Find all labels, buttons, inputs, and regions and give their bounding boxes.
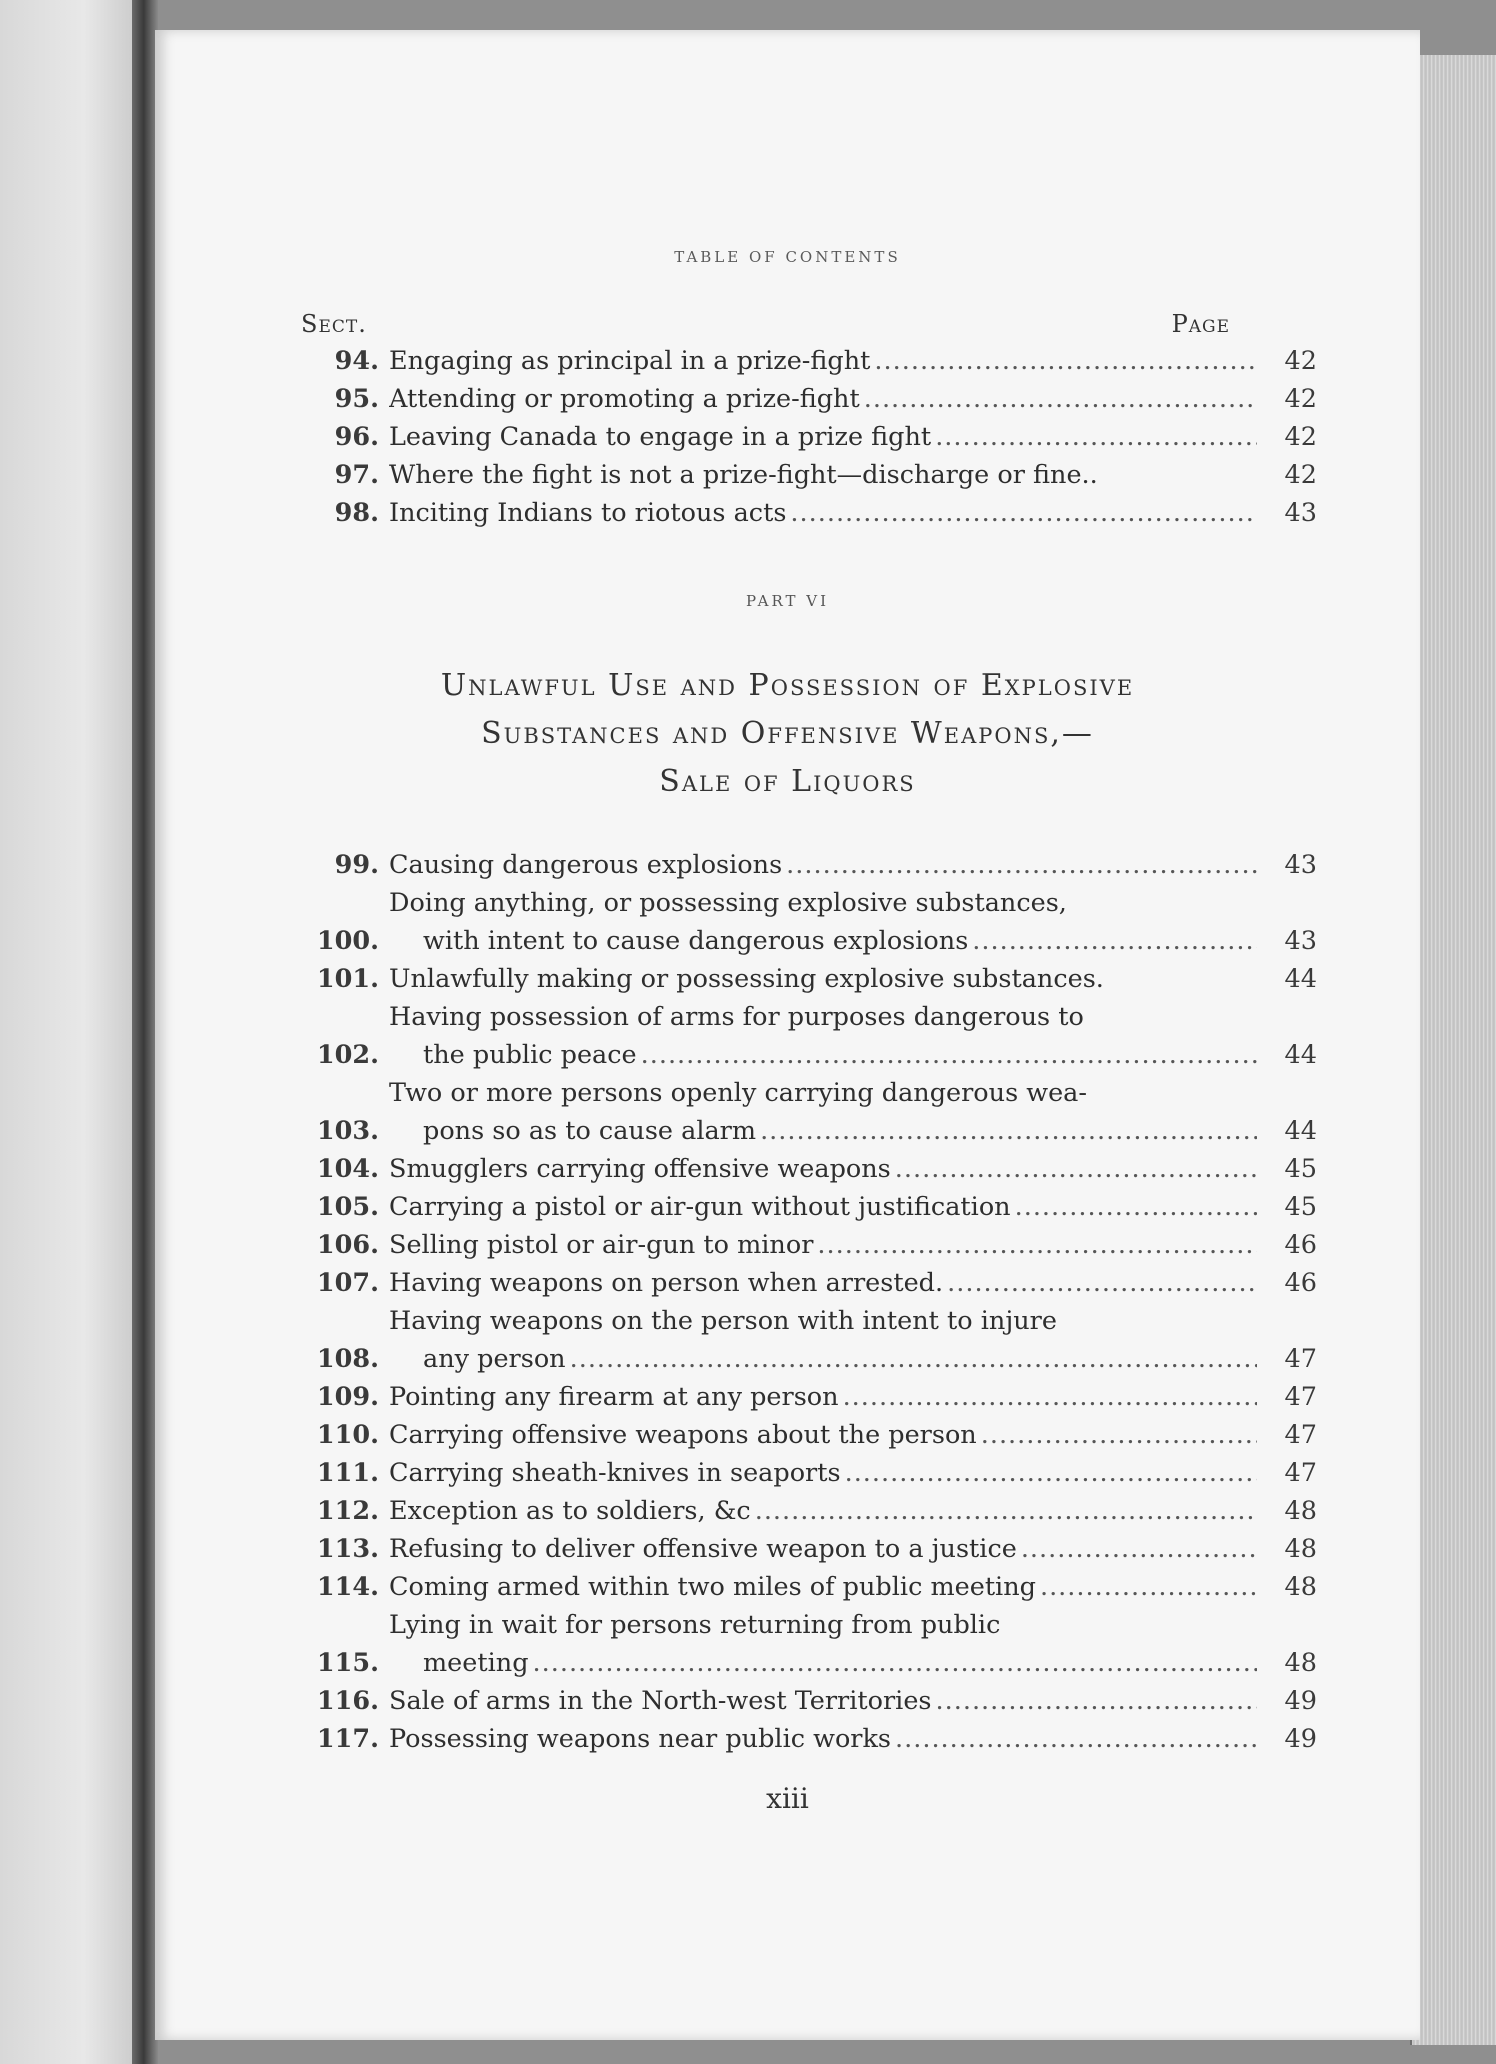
entry-title: Smugglers carrying offensive weapons <box>389 1154 891 1184</box>
entry-title: Carrying a pistol or air-gun without justification <box>389 1192 1011 1222</box>
page-number: 43 <box>1284 926 1317 956</box>
part-title-line: Unlawful Use and Possession of Explosive <box>440 668 1135 703</box>
entry-title: Leaving Canada to engage in a prize fight <box>389 422 932 452</box>
section-number: 95. <box>334 384 379 414</box>
section-column-header: Sect. <box>301 310 367 338</box>
leader-dots <box>756 1112 1257 1150</box>
section-number: 106. <box>316 1230 379 1260</box>
entry-title: any person <box>423 1344 566 1374</box>
page-number: 46 <box>1284 1230 1317 1260</box>
entry-title: Possessing weapons near public works <box>389 1724 892 1754</box>
page-number: 44 <box>1284 1040 1317 1070</box>
section-number: 104. <box>316 1154 379 1184</box>
toc-entry <box>297 884 1317 960</box>
page-number: 43 <box>1284 850 1317 880</box>
page-number: 47 <box>1284 1420 1317 1450</box>
toc-entry <box>297 342 1317 380</box>
toc-list-part-vi <box>297 846 1317 1758</box>
toc-entry <box>297 1720 1317 1758</box>
section-number: 98. <box>334 498 379 528</box>
page-number: 43 <box>1284 498 1317 528</box>
part-title <box>155 662 1420 806</box>
leader-dots <box>839 1378 1257 1416</box>
leader-dots <box>977 1416 1257 1454</box>
page-number: 47 <box>1284 1344 1317 1374</box>
section-number: 111. <box>316 1458 379 1488</box>
leader-dots <box>1017 1530 1257 1568</box>
entry-title: Pointing any firearm at any person <box>389 1382 839 1412</box>
page-number: 48 <box>1284 1534 1317 1564</box>
section-number: 97. <box>334 460 379 490</box>
part-title-line: Sale of Liquors <box>659 764 916 799</box>
entry-title: Refusing to deliver offensive weapon to a justice <box>389 1534 1017 1564</box>
page-number: 42 <box>1284 422 1317 452</box>
section-number: 112. <box>316 1496 379 1526</box>
toc-entry <box>297 1188 1317 1226</box>
section-number: 96. <box>334 422 379 452</box>
entry-title: Causing dangerous explosions <box>389 850 783 880</box>
entry-title: Inciting Indians to riotous acts <box>389 498 787 528</box>
section-number: 102. <box>316 1040 379 1070</box>
leader-dots <box>1011 1188 1257 1226</box>
page-number: 48 <box>1284 1648 1317 1678</box>
section-number: 100. <box>316 926 379 956</box>
toc-entry <box>297 418 1317 456</box>
leader-dots <box>813 1226 1257 1264</box>
entry-title: meeting <box>423 1648 529 1678</box>
section-number: 101. <box>316 964 379 994</box>
toc-entry <box>297 1530 1317 1568</box>
section-number: 108. <box>316 1344 379 1374</box>
toc-entry <box>297 1492 1317 1530</box>
toc-entry <box>297 456 1317 494</box>
page-number: 44 <box>1284 964 1317 994</box>
entry-title: Coming armed within two miles of public meeting <box>389 1572 1036 1602</box>
leader-dots <box>891 1150 1257 1188</box>
page-folio: xiii <box>766 1782 809 1815</box>
toc-entry <box>297 1302 1317 1378</box>
entry-title: Where the fight is not a prize-fight—discharge or fine.. <box>389 460 1098 490</box>
leader-dots <box>637 1036 1257 1074</box>
part-label: PART VI <box>745 592 830 610</box>
toc-entry <box>297 1226 1317 1264</box>
entry-title: Carrying offensive weapons about the person <box>389 1420 977 1450</box>
section-number: 107. <box>316 1268 379 1298</box>
leader-dots <box>870 342 1257 380</box>
leader-dots <box>943 1264 1257 1302</box>
section-number: 99. <box>334 850 379 880</box>
entry-title: Unlawfully making or possessing explosive substances. <box>389 964 1104 994</box>
toc-entry <box>297 1416 1317 1454</box>
entry-title: Two or more persons openly carrying dangerous wea- <box>389 1078 1088 1108</box>
entry-title: pons so as to cause alarm <box>423 1116 757 1146</box>
page-number: 42 <box>1284 460 1317 490</box>
leader-dots <box>566 1340 1257 1378</box>
toc-entry <box>297 380 1317 418</box>
entry-title: Having weapons on person when arrested. <box>389 1268 944 1298</box>
running-head: TABLE OF CONTENTS <box>674 248 901 266</box>
leader-dots <box>751 1492 1257 1530</box>
entry-title: Lying in wait for persons returning from public <box>389 1610 1001 1640</box>
page-column-header: Page <box>1171 310 1230 338</box>
toc-entry <box>297 1606 1317 1682</box>
leader-dots <box>931 418 1257 456</box>
leader-dots <box>782 846 1257 884</box>
book-page <box>155 30 1420 2040</box>
toc-entry <box>297 1264 1317 1302</box>
page-number: 42 <box>1284 346 1317 376</box>
entry-title: Doing anything, or possessing explosive substances, <box>389 888 1067 918</box>
entry-title: Sale of arms in the North-west Territories <box>389 1686 932 1716</box>
section-number: 110. <box>316 1420 379 1450</box>
entry-title: Engaging as principal in a prize-fight <box>389 346 871 376</box>
toc-entry <box>297 1378 1317 1416</box>
leader-dots <box>529 1644 1257 1682</box>
leader-dots <box>841 1454 1257 1492</box>
section-number: 94. <box>334 346 379 376</box>
entry-title: Exception as to soldiers, &c <box>389 1496 751 1526</box>
toc-entry <box>297 846 1317 884</box>
entry-title: Selling pistol or air-gun to minor <box>389 1230 814 1260</box>
page-number: 49 <box>1284 1686 1317 1716</box>
part-title-line: Substances and Offensive Weapons,— <box>481 716 1094 751</box>
toc-entry <box>297 1568 1317 1606</box>
page-number: 47 <box>1284 1382 1317 1412</box>
leader-dots <box>1036 1568 1257 1606</box>
leader-dots <box>891 1720 1257 1758</box>
entry-title: Carrying sheath-knives in seaports <box>389 1458 841 1488</box>
page-number: 48 <box>1284 1496 1317 1526</box>
section-number: 115. <box>316 1648 379 1678</box>
toc-entry <box>297 960 1317 998</box>
page-number: 42 <box>1284 384 1317 414</box>
leader-dots <box>860 380 1257 418</box>
page-number: 44 <box>1284 1116 1317 1146</box>
toc-entry <box>297 1454 1317 1492</box>
leader-dots <box>968 922 1257 960</box>
section-number: 105. <box>316 1192 379 1222</box>
section-number: 103. <box>316 1116 379 1146</box>
toc-entry <box>297 1150 1317 1188</box>
section-number: 116. <box>316 1686 379 1716</box>
entry-title: Having possession of arms for purposes dangerous to <box>389 1002 1084 1032</box>
toc-entry <box>297 1682 1317 1720</box>
entry-title: Having weapons on the person with intent to injure <box>389 1306 1057 1336</box>
toc-entry <box>297 1074 1317 1150</box>
leader-dots <box>786 494 1257 532</box>
toc-list-part-v <box>297 342 1317 532</box>
toc-entry <box>297 494 1317 532</box>
page-number: 47 <box>1284 1458 1317 1488</box>
page-number: 48 <box>1284 1572 1317 1602</box>
toc-entry <box>297 998 1317 1074</box>
previous-page-edge <box>0 0 140 2064</box>
leader-dots <box>932 1682 1257 1720</box>
page-stack-edge <box>1410 55 1496 2045</box>
page-number: 45 <box>1284 1192 1317 1222</box>
section-number: 114. <box>316 1572 379 1602</box>
page-number: 46 <box>1284 1268 1317 1298</box>
section-number: 113. <box>316 1534 379 1564</box>
entry-title: Attending or promoting a prize-fight <box>389 384 860 414</box>
entry-title: with intent to cause dangerous explosions <box>423 926 969 956</box>
entry-title: the public peace <box>423 1040 637 1070</box>
section-number: 109. <box>316 1382 379 1412</box>
page-number: 45 <box>1284 1154 1317 1184</box>
page-number: 49 <box>1284 1724 1317 1754</box>
section-number: 117. <box>316 1724 379 1754</box>
